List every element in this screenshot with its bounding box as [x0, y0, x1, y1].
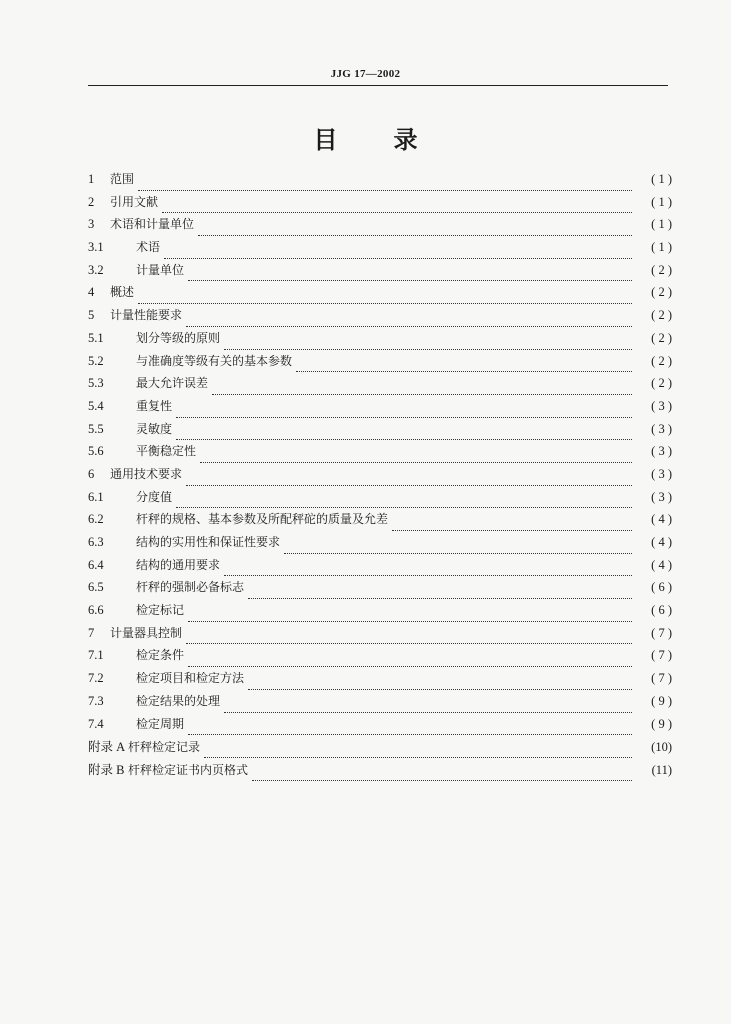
toc-entry-page: ( 1 ) [651, 172, 672, 186]
header-rule [88, 85, 668, 86]
toc-entry[interactable] [88, 692, 672, 715]
toc-entry-label: 检定周期 [136, 716, 185, 731]
toc-entry-number: 4 [88, 285, 95, 300]
dot-leader [176, 405, 632, 418]
toc-entry-number: 3 [88, 217, 95, 232]
dot-leader [138, 291, 632, 304]
dot-leader [176, 427, 632, 440]
toc-entry-page: ( 7 ) [651, 671, 672, 686]
toc-entry-label: 检定条件 [136, 648, 185, 663]
toc-entry-page: (10) [651, 740, 672, 755]
toc-entry-page: ( 9 ) [651, 693, 672, 708]
toc-entry-page: ( 7 ) [651, 625, 672, 640]
toc-entry[interactable] [88, 624, 672, 647]
toc-entry-label: 计量性能要求 [110, 308, 183, 323]
toc-entry-label: 检定结果的处理 [136, 693, 221, 708]
toc-entry-page: ( 7 ) [651, 648, 672, 663]
toc-entry-page: ( 3 ) [651, 489, 672, 504]
toc-entry-label: 概述 [110, 285, 135, 300]
toc-entry[interactable] [88, 578, 672, 601]
toc-entry-number: 6.2 [88, 512, 104, 527]
dot-leader [198, 223, 632, 236]
toc-entry-page: ( 1 ) [651, 217, 672, 232]
dot-leader [188, 722, 632, 735]
toc-entry-number: 7.4 [88, 716, 104, 731]
dot-leader [200, 450, 632, 463]
toc-entry[interactable] [88, 488, 672, 511]
toc-entry-label: 杆秤检定记录 [128, 740, 201, 755]
toc-entry[interactable] [88, 646, 672, 669]
toc-entry[interactable] [88, 601, 672, 624]
toc-entry-label: 灵敏度 [136, 421, 173, 436]
toc-entry-page: ( 4 ) [651, 535, 672, 549]
toc-entry-number: 5.1 [88, 330, 104, 345]
dot-leader [164, 246, 632, 259]
toc-entry-number: 7.1 [88, 648, 104, 663]
toc-entry-label: 结构的通用要求 [136, 557, 221, 572]
toc-entry-page: ( 2 ) [651, 285, 672, 300]
dot-leader [392, 518, 632, 531]
toc-entry-page: ( 1 ) [651, 194, 672, 209]
dot-leader [248, 677, 632, 690]
dot-leader [224, 700, 632, 713]
dot-leader [188, 609, 632, 622]
toc-entry[interactable] [88, 170, 672, 193]
toc-entry-page: ( 3 ) [651, 466, 672, 481]
toc-entry-label: 通用技术要求 [110, 466, 183, 481]
toc-entry[interactable] [88, 533, 672, 556]
toc-entry-number: 2 [88, 194, 95, 209]
toc-entry-label: 术语和计量单位 [110, 217, 195, 232]
toc-entry-label: 检定标记 [136, 603, 185, 618]
dot-leader [204, 745, 632, 758]
toc-entry[interactable] [88, 465, 672, 488]
toc-entry-number: 6.5 [88, 580, 104, 595]
toc-entry-number: 附录 B [88, 762, 125, 777]
toc-entry[interactable] [88, 283, 672, 306]
toc-entry-page: ( 1 ) [651, 240, 672, 255]
toc-entry-page: ( 3 ) [651, 444, 672, 459]
toc-entry-label: 最大允许误差 [136, 376, 209, 391]
toc-entry-label: 检定项目和检定方法 [136, 671, 245, 686]
toc-entry-number: 5.2 [88, 353, 104, 368]
toc-entry-page: ( 2 ) [651, 262, 672, 277]
dot-leader [188, 654, 632, 667]
toc-entry[interactable] [88, 510, 672, 533]
dot-leader [188, 268, 632, 281]
dot-leader [138, 178, 632, 191]
dot-leader [186, 314, 632, 327]
toc-entry-page: ( 6 ) [651, 580, 672, 595]
toc-entry-page: ( 3 ) [651, 421, 672, 436]
toc-entry[interactable] [88, 238, 672, 261]
dot-leader [186, 473, 632, 486]
toc-entry-label: 划分等级的原则 [136, 330, 221, 345]
toc-entry-number: 5 [88, 308, 95, 323]
toc-entry-page: ( 4 ) [651, 512, 672, 527]
toc-entry-label: 引用文献 [110, 194, 159, 209]
toc-entry-label: 平衡稳定性 [136, 444, 197, 459]
toc-entry-number: 7 [88, 625, 95, 640]
toc-entry-label: 结构的实用性和保证性要求 [136, 535, 281, 549]
toc-entry[interactable] [88, 374, 672, 397]
toc-entry-number: 6.6 [88, 603, 104, 618]
toc-entry-page: ( 2 ) [651, 330, 672, 345]
toc-entry[interactable] [88, 329, 672, 352]
toc-entry-number: 附录 A [88, 740, 126, 755]
dot-leader [252, 768, 632, 781]
dot-leader [212, 382, 632, 395]
toc-entry-number: 5.4 [88, 398, 104, 413]
standard-code: JJG 17—2002 [330, 68, 401, 80]
toc-entry-label: 范围 [110, 172, 135, 186]
toc-entry[interactable] [88, 442, 672, 465]
toc-entry-label: 重复性 [136, 398, 173, 413]
toc-entry[interactable] [88, 715, 672, 738]
dot-leader [176, 495, 632, 508]
toc-entry[interactable] [88, 420, 672, 443]
toc-entry-number: 3.2 [88, 262, 104, 277]
dot-leader [224, 337, 632, 350]
table-of-contents [88, 170, 672, 783]
toc-entry[interactable] [88, 306, 672, 329]
toc-entry[interactable] [88, 669, 672, 692]
title-char-2: 录 [393, 126, 418, 154]
toc-entry-label: 杆秤的强制必备标志 [136, 580, 245, 595]
toc-entry[interactable] [88, 737, 672, 760]
toc-entry-number: 1 [88, 172, 95, 186]
toc-entry[interactable] [88, 760, 672, 783]
toc-entry-page: ( 3 ) [651, 398, 672, 413]
toc-entry-number: 6.4 [88, 557, 104, 572]
dot-leader [186, 631, 632, 644]
toc-entry-number: 6.1 [88, 489, 104, 504]
toc-entry[interactable] [88, 215, 672, 238]
toc-entry-number: 3.1 [88, 240, 104, 255]
toc-entry-number: 5.6 [88, 444, 104, 459]
toc-entry[interactable] [88, 397, 672, 420]
toc-entry-page: ( 9 ) [651, 716, 672, 731]
page-title [0, 120, 731, 155]
toc-entry[interactable] [88, 261, 672, 284]
dot-leader [248, 586, 632, 599]
toc-entry-label: 计量器具控制 [110, 625, 183, 640]
toc-entry-label: 分度值 [136, 489, 173, 504]
toc-entry-number: 6.3 [88, 535, 104, 549]
toc-entry-number: 7.2 [88, 671, 104, 686]
toc-entry-label: 计量单位 [136, 262, 185, 277]
toc-entry[interactable] [88, 556, 672, 579]
toc-entry-page: (11) [651, 762, 672, 777]
toc-entry-page: ( 2 ) [651, 376, 672, 391]
toc-entry-number: 5.5 [88, 421, 104, 436]
toc-entry-number: 5.3 [88, 376, 104, 391]
title-char-1: 目 [313, 126, 338, 154]
toc-entry-page: ( 2 ) [651, 353, 672, 368]
toc-entry-page: ( 2 ) [651, 308, 672, 323]
dot-leader [284, 541, 632, 554]
toc-entry-label: 与准确度等级有关的基本参数 [136, 353, 293, 368]
toc-entry-page: ( 6 ) [651, 603, 672, 618]
toc-entry-label: 杆秤检定证书内页格式 [128, 762, 249, 777]
dot-leader [162, 200, 632, 213]
toc-entry-label: 杆秤的规格、基本参数及所配秤砣的质量及允差 [136, 512, 389, 527]
toc-entry-page: ( 4 ) [651, 557, 672, 572]
toc-entry[interactable] [88, 193, 672, 216]
dot-leader [224, 563, 632, 576]
toc-entry-number: 7.3 [88, 693, 104, 708]
toc-entry-number: 6 [88, 466, 95, 481]
toc-entry[interactable] [88, 352, 672, 375]
dot-leader [296, 359, 632, 372]
toc-entry-label: 术语 [136, 240, 161, 255]
